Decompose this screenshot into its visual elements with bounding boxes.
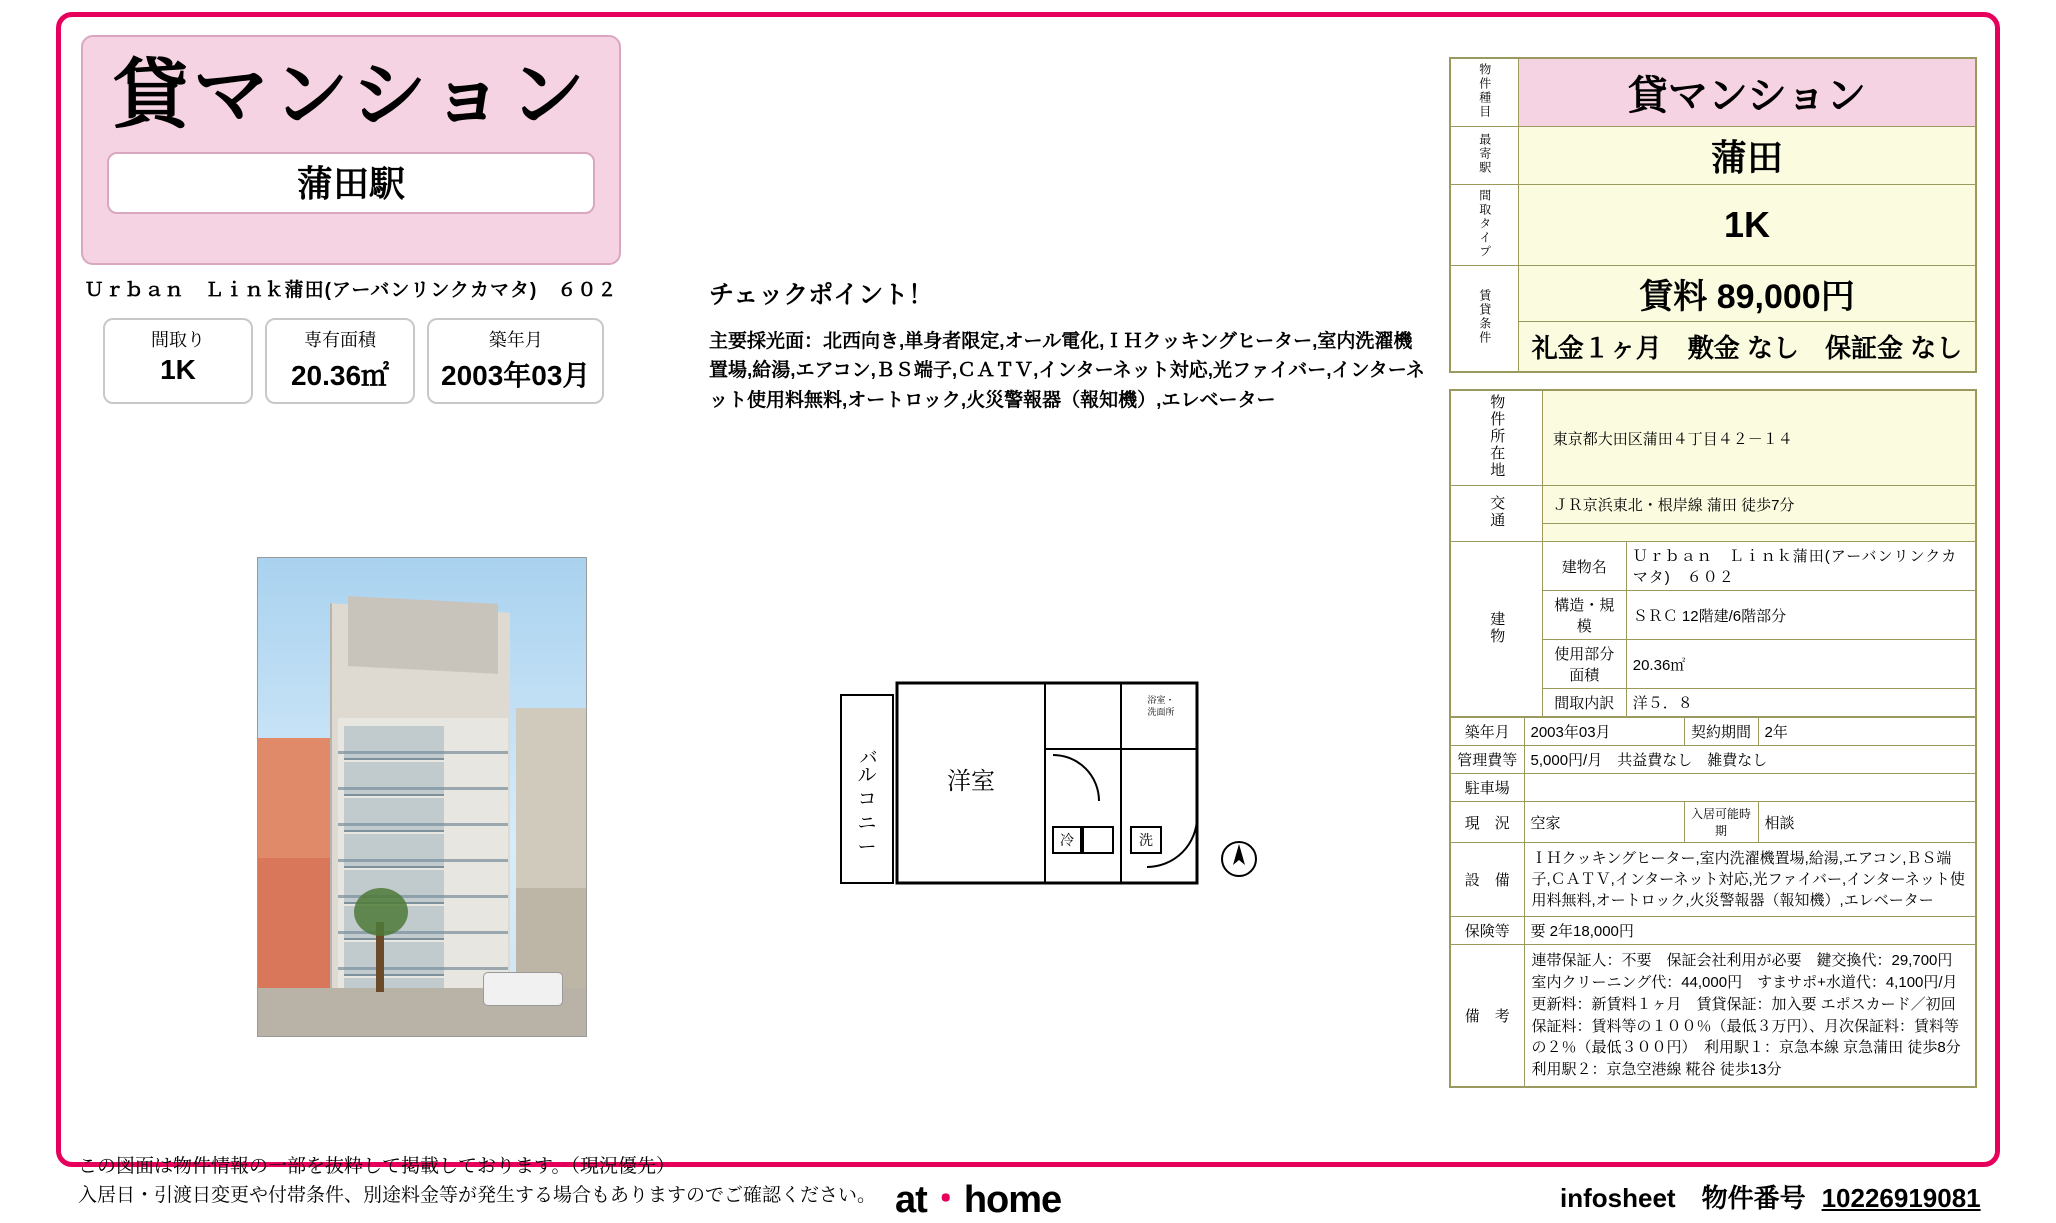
detail-value-rooms: 洋５．８ <box>1626 689 1976 718</box>
checkpoint-body: 主要採光面：北西向き,単身者限定,オール電化,ＩＨクッキングヒーター,室内洗濯機置場,給湯,エアコン,ＢＳ端子,ＣＡＴＶ,インターネット対応,光ファイバー,インターネット使用料無料,オートロック,火災警報器（報知機）,エレベーター <box>709 331 1425 411</box>
detail-value-access2 <box>1542 524 1976 542</box>
detail-value-remarks: 連帯保証人：不要 保証会社利用が必要 鍵交換代：29,700円 室内クリーニング代：44,000円 すまサポ+水道代：4,100円/月 更新料：新賃料１ヶ月 賃貸保証：加入要 エポスカード／初回保証料：賃料等の１００％（最低３万円）、月次保証料：賃料等の２％（最低３００円） 利用駅１：京急本線 京急蒲田 徒歩8分 利用駅２：京急空港線 糀谷 徒歩13分 <box>1524 945 1976 1087</box>
building-photo <box>257 557 587 1037</box>
athome-home: home <box>963 1179 1062 1221</box>
detail-label-equip: 設 備 <box>1450 843 1524 917</box>
infosheet-label: infosheet 物件番号 <box>1560 1183 1806 1213</box>
summary-value-rent: 賃料 89,000円 <box>1518 266 1976 322</box>
spec-layout-value: 1K <box>160 354 196 385</box>
property-type-title: 貸マンション <box>112 50 590 139</box>
detail-value-access: ＪＲ京浜東北・根岸線 蒲田 徒歩7分 <box>1542 486 1976 524</box>
spec-layout-label: 間取り <box>151 330 205 350</box>
detail-label-mgmt: 管理費等 <box>1450 746 1524 774</box>
summary-label-terms: 賃貸条件 <box>1450 266 1518 372</box>
detail-value-status: 空家 <box>1524 802 1684 843</box>
summary-label-layout: 間取タイプ <box>1450 184 1518 266</box>
summary-value-deposit: 礼金１ヶ月 敷金 なし 保証金 なし <box>1518 322 1976 372</box>
title-box <box>81 35 621 265</box>
photo-building-top <box>348 596 498 674</box>
floor-plan <box>831 696 1331 927</box>
footer-note-line2: 入居日・引渡日変更や付帯条件、別途料金等が発生する場合もありますのでご確認ください。 <box>78 1185 877 1207</box>
athome-logo <box>895 1168 1061 1223</box>
summary-row-deposit <box>1450 322 1976 372</box>
athome-at: at <box>895 1179 927 1221</box>
detail-sublabel-area: 使用部分面積 <box>1542 640 1626 689</box>
station-name: 蒲田駅 <box>107 152 595 214</box>
spec-area-label: 専有面積 <box>304 330 376 350</box>
photo-tree <box>376 922 384 992</box>
footer-note <box>78 1152 876 1211</box>
detail-table-2 <box>1449 716 1977 1088</box>
document-sheet <box>56 12 2000 1167</box>
summary-row-type <box>1450 58 1976 126</box>
building-name-heading: Ｕｒｂａｎ Ｌｉｎｋ蒲田(アーバンリンクカマタ) ６０２ <box>84 280 618 301</box>
summary-row-station <box>1450 126 1976 184</box>
detail-row-status <box>1450 802 1976 843</box>
detail-value-parking <box>1524 774 1976 802</box>
detail-value-movein: 相談 <box>1758 802 1976 843</box>
detail-row-built <box>1450 717 1976 746</box>
athome-dot: ・ <box>926 1179 964 1221</box>
detail-value-mgmt: 5,000円/月 共益費なし 雑費なし <box>1524 746 1976 774</box>
summary-value-type: 貸マンション <box>1518 58 1976 126</box>
svg-text:ー: ー <box>857 836 877 858</box>
detail-value-area: 20.36㎡ <box>1626 640 1976 689</box>
summary-row-layout <box>1450 184 1976 266</box>
detail-row-remarks <box>1450 945 1976 1087</box>
spec-layout <box>103 318 253 404</box>
footer-note-line1: この図面は物件情報の一部を抜粋して掲載しております。（現況優先） <box>78 1156 675 1177</box>
detail-row-bname <box>1450 542 1976 591</box>
detail-sublabel-structure: 構造・規模 <box>1542 591 1626 640</box>
summary-row-rent <box>1450 266 1976 322</box>
spec-built <box>427 318 604 404</box>
svg-text:洗面所: 洗面所 <box>1147 708 1175 718</box>
detail-label-status: 現 況 <box>1450 802 1524 843</box>
summary-value-station: 蒲田 <box>1518 126 1976 184</box>
spec-built-label: 築年月 <box>488 330 543 350</box>
detail-value-insurance: 要 2年18,000円 <box>1524 917 1976 945</box>
svg-text:コ: コ <box>857 788 877 810</box>
floor-plan-drawing <box>831 677 1331 937</box>
spec-area-value: 20.36㎡ <box>290 360 390 391</box>
detail-row-mgmt <box>1450 746 1976 774</box>
detail-sublabel-bname: 建物名 <box>1542 542 1626 591</box>
detail-row-access <box>1450 486 1976 524</box>
detail-value-built: 2003年03月 <box>1524 717 1684 746</box>
spec-row <box>81 318 661 404</box>
label-balcony: バ <box>856 747 878 767</box>
photo-balconies <box>344 726 444 1012</box>
detail-label-built: 築年月 <box>1450 717 1524 746</box>
detail-value-equip: ＩＨクッキングヒーター,室内洗濯機置場,給湯,エアコン,ＢＳ端子,ＣＡＴＶ,インターネット対応,光ファイバー,インターネット使用料無料,オートロック,火災警報器（報知機）,エレベーター <box>1524 843 1976 917</box>
detail-value-contract: 2年 <box>1758 717 1976 746</box>
label-fridge: 冷 <box>1060 833 1074 849</box>
photo-car <box>483 972 563 1006</box>
detail-label-movein: 入居可能時期 <box>1684 802 1758 843</box>
label-washer: 洗 <box>1139 833 1153 849</box>
detail-value-structure: ＳＲＣ 12階建/6階部分 <box>1626 591 1976 640</box>
detail-value-bname: Ｕｒｂａｎ Ｌｉｎｋ蒲田(アーバンリンクカマタ) ６０２ <box>1626 542 1976 591</box>
detail-label-insurance: 保険等 <box>1450 917 1524 945</box>
infosheet-line <box>1560 1178 1981 1215</box>
label-room: 洋室 <box>947 767 995 795</box>
summary-label-type: 物件種目 <box>1450 58 1518 126</box>
label-bath: 浴室・ <box>1147 696 1175 706</box>
summary-value-layout: 1K <box>1518 184 1976 266</box>
checkpoint-title: チェックポイント！ <box>709 281 934 309</box>
svg-text:ル: ル <box>857 764 877 786</box>
compass-icon <box>1222 842 1256 876</box>
right-column <box>1449 57 1977 1088</box>
summary-table <box>1449 57 1977 373</box>
left-column <box>81 35 661 404</box>
detail-label-remarks: 備 考 <box>1450 945 1524 1087</box>
detail-row-address <box>1450 390 1976 486</box>
svg-text:ニ: ニ <box>857 812 877 834</box>
detail-label-parking: 駐車場 <box>1450 774 1524 802</box>
detail-label-access: 交通 <box>1450 486 1542 542</box>
detail-table <box>1449 389 1977 719</box>
spec-area <box>265 318 415 404</box>
detail-sublabel-rooms: 間取内訳 <box>1542 689 1626 718</box>
detail-label-building: 建物 <box>1450 542 1542 718</box>
detail-value-address: 東京都大田区蒲田４丁目４２－１４ <box>1542 390 1976 486</box>
detail-label-address: 物件所在地 <box>1450 390 1542 486</box>
spec-built-value: 2003年03月 <box>441 360 591 391</box>
detail-row-parking <box>1450 774 1976 802</box>
detail-row-insurance <box>1450 917 1976 945</box>
summary-label-station: 最寄駅 <box>1450 126 1518 184</box>
detail-label-contract: 契約期間 <box>1684 717 1758 746</box>
detail-row-equip <box>1450 843 1976 917</box>
property-number: 10226919081 <box>1821 1183 1981 1213</box>
